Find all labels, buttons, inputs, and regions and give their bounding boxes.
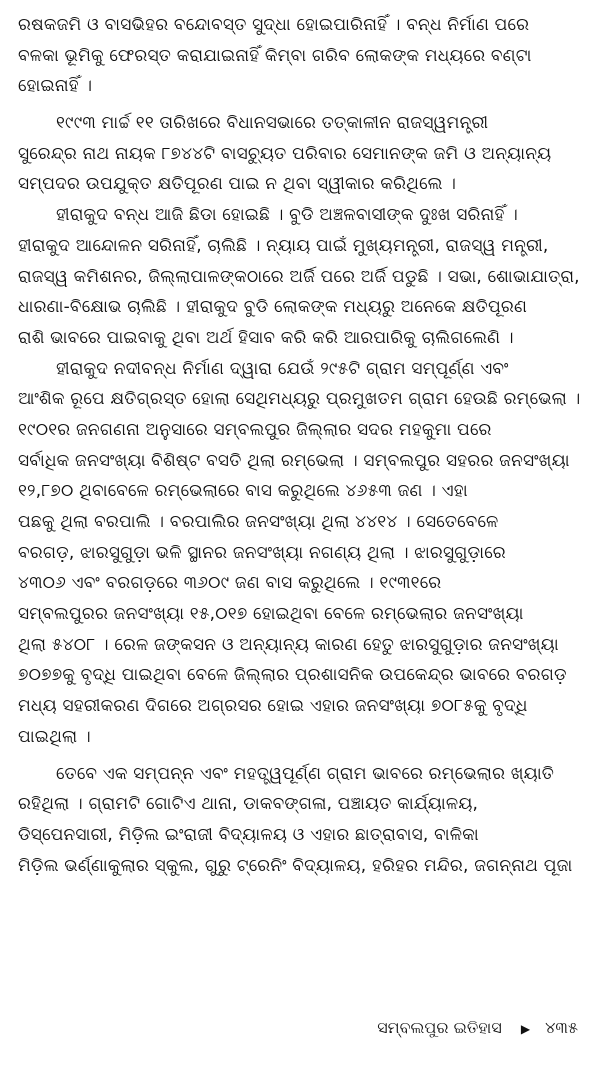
text-line: ମଧ୍ୟ ସହରୀକରଣ ଦିଗରେ ଅଗ୍ରସର ହୋଇ ଏହାର ଜନସଂଖ୍ୟା ୭୦୮୫କୁ ବୃଦ୍ଧି	[18, 696, 528, 717]
text-line: ୪୩୦୬ ଏବଂ ବରଗଡ଼ରେ ୩୬୦୯ ଜଣ ବାସ କରୁଥିଲେ । ୧୯୩୧ରେ	[18, 573, 442, 594]
triangle-right-icon: ▶	[520, 1022, 531, 1036]
text-line: ସୁରେନ୍ଦ୍ର ନାଥ ନାୟକ ୮୭୪୪ଟି ବାସଚ୍ୟୁତ ପରିବାର ସେମାନଙ୍କ ଜମି ଓ ଅନ୍ୟାନ୍ୟ	[18, 143, 552, 164]
text-line: ହୋଇନାହିଁ ।	[18, 76, 93, 97]
text-line: ଧାରଣା-ବିକ୍ଷୋଭ ଚାଲିଛି । ହୀରାକୁଦ ବୁଡି ଲୋକଙ୍କ ମଧ୍ୟରୁ ଅନେକେ କ୍ଷତିପୂରଣ	[18, 297, 527, 318]
text-line: ରଷକଜମି ଓ ବାସଭିହର ବନ୍ଦୋବସ୍ତ ସୁଦ୍ଧା ହୋଇପାରିନାହିଁ । ବନ୍ଧ ନିର୍ମାଣ ପରେ	[18, 15, 530, 35]
text-line: ୭୦୭୭କୁ ବୃଦ୍ଧି ପାଇଥିବା ବେଳେ ଜିଲ୍ଲାର ପ୍ରଶାସନିକ ଉପକେନ୍ଦ୍ର ଭାବରେ ବରଗଡ଼	[18, 665, 567, 686]
text-line: ବରଗଡ଼, ଝାରସୁଗୁଡ଼ା ଭଳି ସ୍ଥାନର ଜନସଂଖ୍ୟା ନଗଣ୍ୟ ଥିଲା । ଝାରସୁଗୁଡ଼ାରେ	[18, 542, 506, 563]
text-line: ରାଜସ୍ୱ କମିଶନର, ଜିଲ୍ଲାପାଳଙ୍କଠାରେ ଅର୍ଜି ପରେ ଅର୍ଜି ପଡୁଛି । ସଭା, ଶୋଭାଯାତ୍ରା,	[18, 266, 580, 287]
page-number: ୪୩୫	[545, 1018, 578, 1037]
text-line: ପାଇଥିଲା ।	[18, 726, 91, 747]
text-line: ୧୯୯୩ ମାର୍ଚ୍ଚ ୧୧ ତାରିଖରେ ବିଧାନସଭାରେ ତତ୍କାଳୀନ ରାଜସ୍ୱମନ୍ତ୍ରୀ	[56, 113, 489, 134]
text-line: ହୀରାକୁଦ ଆନ୍ଦୋଳନ ସରିନାହିଁ, ଚାଲିଛି । ନ୍ୟାୟ ପାଇଁ ମୁଖ୍ୟମନ୍ତ୍ରୀ, ରାଜସ୍ୱ ମନ୍ତ୍ରୀ,	[18, 235, 549, 256]
text-line: ସମ୍ପଦର ଉପଯୁକ୍ତ କ୍ଷତିପୂରଣ ପାଇ ନ ଥିବା ସ୍ୱୀକାର କରିଥିଲେ ।	[18, 174, 457, 195]
text-line: ୧୯୦୧ର ଜନଗଣନା ଅନୁସାରେ ସମ୍ବଲପୁର ଜିଲ୍ଲାର ସଦର ମହକୁମା ପରେ	[18, 419, 492, 440]
text-line: ଡିସ୍‌ପେନସାରୀ, ମିଡ଼ିଲ ଇଂରାଜୀ ବିଦ୍ୟାଳୟ ଓ ଏହାର ଛାତ୍ରାବାସ, ବାଳିକା	[18, 824, 479, 845]
text-line: ସର୍ବାଧିକ ଜନସଂଖ୍ୟା ବିଶିଷ୍ଟ ବସତି ଥିଲା ରମ୍ଭେଲା । ସମ୍ବଲପୁର ସହରର ଜନସଂଖ୍ୟା	[18, 450, 570, 471]
book-title: ସମ୍ବଲପୁର ଇତିହାସ	[377, 1018, 502, 1037]
text-line: ବଳକା ଭୂମିକୁ ଫେରସ୍ତ କରାଯାଇନାହିଁ କିମ୍ବା ଗରିବ ଲୋକଙ୍କ ମଧ୍ୟରେ ବଣ୍ଟା	[18, 45, 532, 66]
text-line: ମିଡ଼ିଲ ଭର୍ଣ୍ଣାକୁଲାର ସ୍କୁଲ, ଗୁରୁ ଟ୍ରେନିଂ ବିଦ୍ୟାଳୟ, ହରିହର ମନ୍ଦିର, ଜଗନ୍ନାଥ ପୂଜା	[18, 855, 573, 876]
text-line: ତେବେ ଏକ ସମ୍ପନ୍ନ ଏବଂ ମହତ୍ତ୍ୱପୂର୍ଣ୍ଣ ଗ୍ରାମ ଭାବରେ ରମ୍ଭେଲାର ଖ୍ୟାତି	[56, 763, 555, 784]
paragraph-4	[18, 354, 582, 753]
text-line: ହୀରାକୁଦ ବନ୍ଧ ଆଜି ଛିଡା ହୋଇଛି । ବୁଡି ଅଞ୍ଚଳବାସୀଙ୍କ ଦୁଃଖ ସରିନାହିଁ ।	[56, 205, 519, 226]
text-line: ପଛକୁ ଥିଲା ବରପାଲି । ବରପାଲିର ଜନସଂଖ୍ୟା ଥିଲା ୪୪୧୪ । ସେତେବେଳେ	[18, 512, 499, 532]
paragraph-1	[18, 10, 582, 102]
text-line: ରାଶି ଭାବରେ ପାଇବାକୁ ଥିବା ଅର୍ଥ ହିସାବ କରି କରି ଆରପାରିକୁ ଚାଲିଗଲେଣି ।	[18, 327, 514, 348]
page-footer	[0, 1013, 600, 1043]
text-line: ୧୨,୮୭୦ ଥିବାବେଳେ ରମ୍ଭେଲାରେ ବାସ କରୁଥିଲେ ୪୬୫୩ ଜଣ । ଏହା	[18, 481, 468, 502]
text-line: ଥିଲା ୫୪୦୮ । ରେଳ ଜଙ୍କସନ ଓ ଅନ୍ୟାନ୍ୟ କାରଣ ହେତୁ ଝାରସୁଗୁଡ଼ାର ଜନସଂଖ୍ୟା	[18, 634, 559, 655]
text-line: ଆଂଶିକ ରୂପେ କ୍ଷତିଗ୍ରସ୍ତ ହୋଲା ସେଥିମଧ୍ୟରୁ ପ୍ରମୁଖତମ ଗ୍ରାମ ହେଉଛି ରମ୍ଭେଲା ।	[18, 389, 581, 410]
paragraph-2	[18, 108, 582, 200]
text-line: ରହିଥିଲା । ଗ୍ରାମଟି ଗୋଟିଏ ଥାନା, ଡାକବଙ୍ଗଳା, ପଞ୍ଚାୟତ କାର୍ଯ୍ୟାଳୟ,	[18, 794, 479, 815]
text-line: ସମ୍ବଲପୁରର ଜନସଂଖ୍ୟା ୧୫,୦୧୭ ହୋଇଥିବା ବେଳେ ରମ୍ଭେଲାର ଜନସଂଖ୍ୟା	[18, 604, 524, 625]
paragraph-5	[18, 759, 582, 882]
text-line: ହୀରାକୁଦ ନଦୀବନ୍ଧ ନିର୍ମାଣ ଦ୍ୱାରା ଯେଉଁ ୨୯୫ଟି ଗ୍ରାମ ସମ୍ପୂର୍ଣ୍ଣ ଏବଂ	[56, 358, 509, 379]
paragraph-3	[18, 200, 582, 353]
